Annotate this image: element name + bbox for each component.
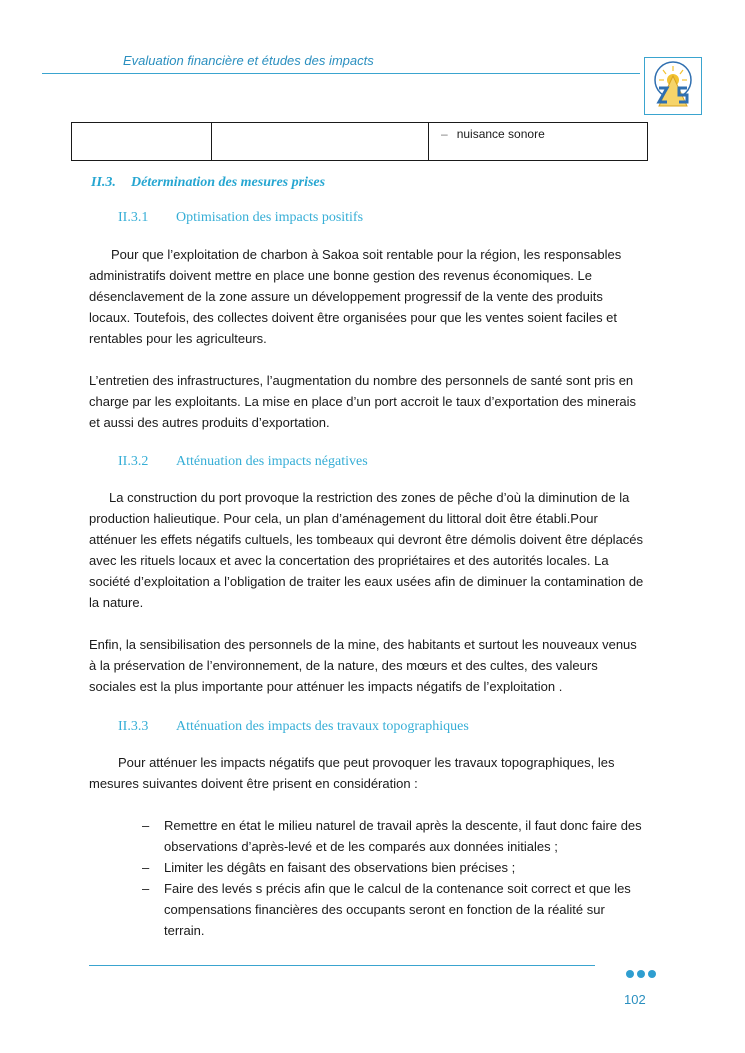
subsection-number: II.3.2 [118,454,149,469]
subsection-number: II.3.3 [118,719,149,734]
subsection-title: Atténuation des impacts négatives [176,454,368,469]
page-number: 102 [624,992,646,1007]
table-cell-text: nuisance sonore [456,127,545,141]
list-marker: – [142,818,150,833]
table-cell-impacts [429,123,648,161]
subsection-heading-3 [118,719,469,735]
subsection-heading-2 [118,454,368,470]
list-item-text: Limiter les dégâts en faisant des observations bien précises ; [164,860,516,875]
list-marker: – [142,860,150,875]
list-item [429,123,647,141]
table-cell-empty-2 [212,123,429,161]
impacts-table-continuation [71,122,648,161]
section-title: Détermination des mesures prises [131,175,326,190]
list-item [142,857,642,878]
list-item-text: Faire des levés s précis afin que le calcul de la contenance soit correct et que les compensations financières des occupants seront en fonction de la réalité sur terrain. [164,881,631,938]
paragraph: La construction du port provoque la restriction des zones de pêche d’où la diminution de la production halieutique. Pour cela, un plan d’aménagement du littoral doit être établi.Pour atténuer les effets négatifs cultuels, les tombeaux qui devront être démolis doivent être déplacés avec les rituels locaux et avec la concertation des propriétaires et des autorités locales. La société d’exploitation a l’obligation de traiter les eaux usées afin de diminuer la contamination de la nature. [89,490,644,610]
subsection-title: Optimisation des impacts positifs [176,210,364,225]
paragraph: Pour que l’exploitation de charbon à Sakoa soit rentable pour la région, les responsables administratifs doivent mettre en place une bonne gestion des revenus économiques. Le désenclavement de la zone assure un développement progressif de la vente des produits locaux. Toutefois, des collectes doivent être organisées pour que les ventes soient faciles et rentables pour les agriculteurs. [89,247,622,346]
measures-list [142,815,642,941]
dot-icon [648,970,656,978]
institution-logo [644,57,702,115]
header-divider [42,73,640,74]
footer-divider [89,965,595,966]
dot-icon [626,970,634,978]
paragraph: Pour atténuer les impacts négatifs que peut provoquer les travaux topographiques, les mesures suivantes doivent être prisent en considération : [89,755,615,791]
list-marker: – [441,127,448,141]
subsection-number: II.3.1 [118,210,149,225]
section-number: II.3. [91,175,116,190]
table-cell-empty-1 [72,123,212,161]
paragraph: L’entretien des infrastructures, l’augmentation du nombre des personnels de santé sont pris en charge par les exploitants. La mise en place d’un port accroit le taux d’exportation des minerais et aussi des autres produits d’exportation. [89,373,637,430]
running-header-title: Evaluation financière et études des impacts [123,53,374,68]
subsection-heading-1 [118,210,363,226]
list-marker: – [142,881,150,896]
section-heading [91,175,325,191]
subsection-title: Atténuation des impacts des travaux topographiques [176,719,469,734]
list-item [142,878,642,941]
dot-icon [637,970,645,978]
footer-dots-ornament [626,970,656,978]
list-item-text: Remettre en état le milieu naturel de travail après la descente, il faut donc faire des observations d’après-levé et de les comparés aux données initiales ; [164,818,642,854]
paragraph: Enfin, la sensibilisation des personnels de la mine, des habitants et surtout les nouveaux venus à la préservation de l’environnement, de la nature, des mœurs et des cultes, des valeurs sociales est la plus importante pour atténuer les impacts négatifs de l’exploitation . [89,637,637,694]
list-item [142,815,642,857]
